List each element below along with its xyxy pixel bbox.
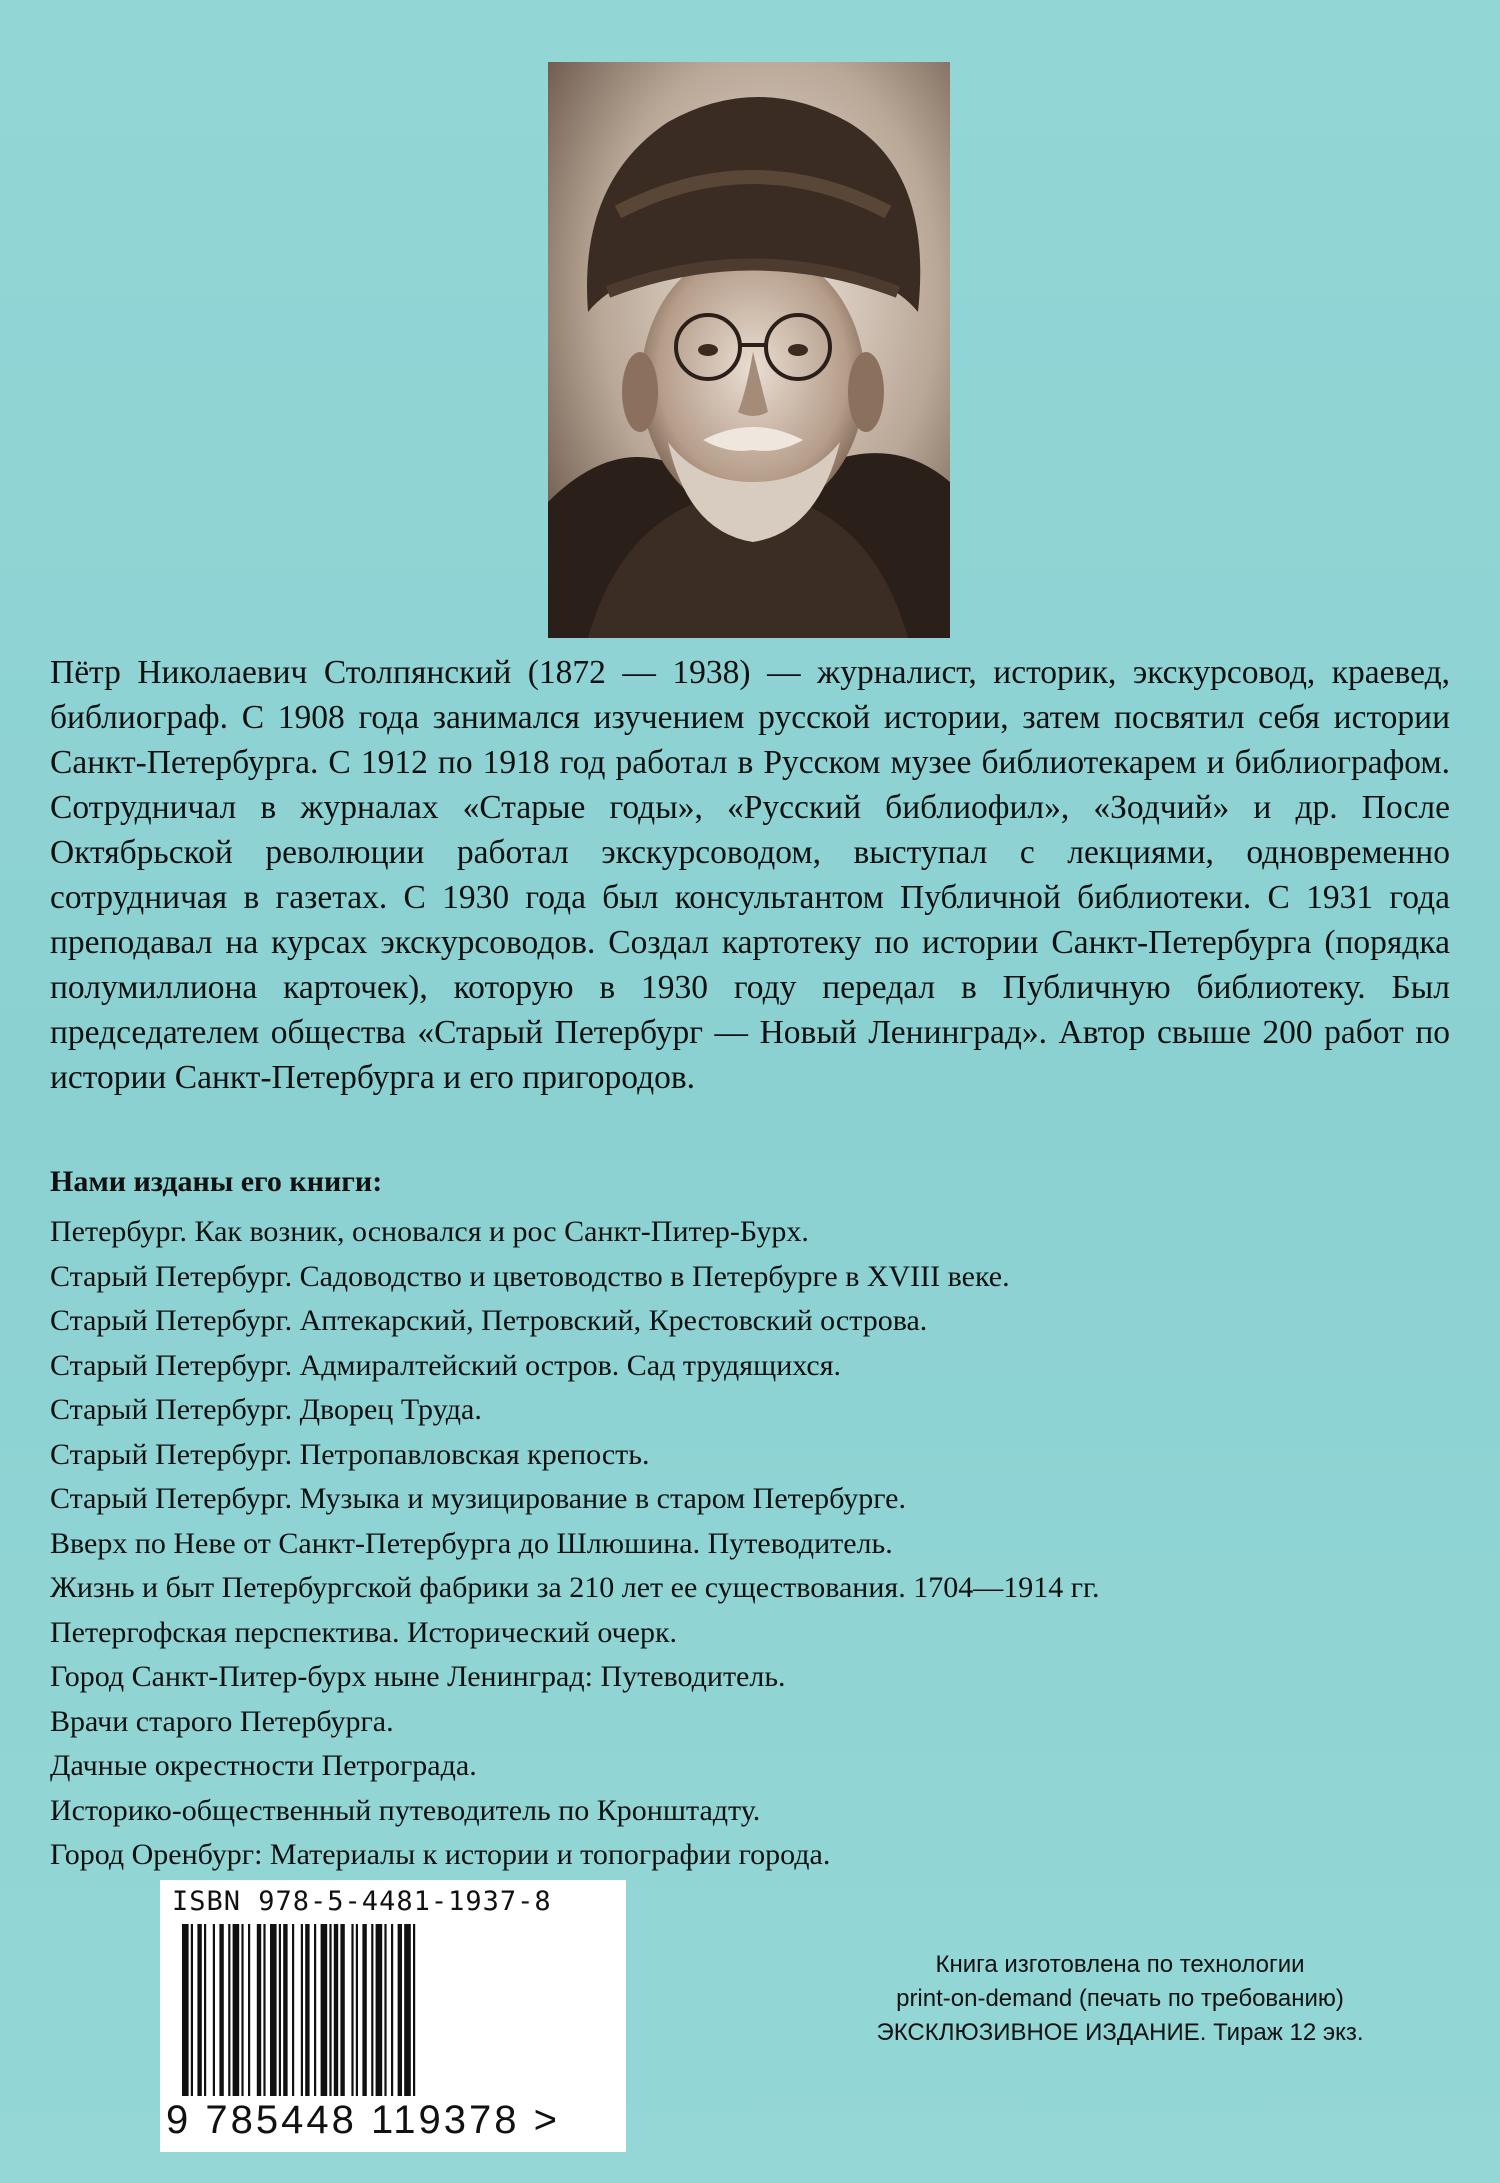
book-item: Старый Петербург. Адмиралтейский остров. Сад трудящихся. (50, 1348, 842, 1382)
book-item: Город Санкт-Питер-бурх ныне Ленинград: Путеводитель. (50, 1660, 786, 1693)
barcode-bar (384, 1924, 386, 2096)
barcode-bars-icon (182, 1924, 602, 2096)
barcode-bar (213, 1924, 215, 2096)
book-item: Старый Петербург. Дворец Труда. (50, 1393, 482, 1426)
book-item: Историко-общественный путеводитель по Кронштадту. (50, 1793, 761, 1827)
barcode-bar (292, 1924, 294, 2096)
barcode-bar (283, 1924, 287, 2096)
barcode-bar (233, 1924, 240, 2096)
book-item: Жизнь и быт Петербургской фабрики за 210 лет ее существования. 1704—1914 гг. (50, 1571, 1100, 1604)
book-item: Старый Петербург. Музыка и музицирование в старом Петербурге. (50, 1482, 906, 1515)
barcode-bar (257, 1924, 261, 2096)
book-item: Вверх по Неве от Санкт-Петербурга до Шлюшина. Путеводитель. (50, 1526, 893, 1560)
barcode-bar (204, 1924, 206, 2096)
barcode-bar (191, 1924, 193, 2096)
book-item: Старый Петербург. Аптекарский, Петровский, Крестовский острова. (50, 1304, 928, 1337)
barcode-bar (228, 1924, 230, 2096)
barcode-bar (305, 1924, 309, 2096)
barcode-bar (321, 1924, 328, 2096)
barcode-bar (182, 1924, 189, 2096)
barcode-bar (340, 1924, 344, 2096)
ean-digits: 9 785448 119378 > (166, 2098, 560, 2142)
barcode-bar (219, 1924, 223, 2096)
book-item: Петергофская перспектива. Исторический очерк. (50, 1615, 678, 1649)
barcode-bar (301, 1924, 303, 2096)
barcode-bar (362, 1924, 366, 2096)
barcode-bar (314, 1924, 316, 2096)
barcode-bar (351, 1924, 353, 2096)
book-item: Петербург. Как возник, основался и рос Санкт-Питер-Бурх. (50, 1215, 809, 1248)
imprint-line: ЭКСКЛЮЗИВНОЕ ИЗДАНИЕ. Тираж 12 экз. (876, 2019, 1364, 2046)
book-item: Город Оренбург: Материалы к истории и топографии города. (50, 1838, 831, 1871)
barcode-bar (356, 1924, 358, 2096)
imprint-line: Книга изготовлена по технологии (935, 1951, 1305, 1978)
books-heading: Нами изданы его книги: (50, 1165, 383, 1198)
books-list (50, 1210, 1450, 1878)
barcode-bar (371, 1924, 373, 2096)
book-item: Врачи старого Петербурга. (50, 1704, 394, 1738)
book-item: Дачные окрестности Петрограда. (50, 1749, 477, 1782)
book-item: Старый Петербург. Петропавловская крепость. (50, 1437, 650, 1471)
barcode-bar (279, 1924, 281, 2096)
imprint-line: print-on-demand (печать по требованию) (896, 1985, 1344, 2012)
portrait-photo-icon (548, 62, 950, 638)
print-on-demand-notice (790, 1948, 1450, 2050)
barcode-bar (248, 1924, 250, 2096)
barcode-bar (263, 1924, 265, 2096)
isbn-label: ISBN 978-5-4481-1937-8 (172, 1886, 552, 1917)
barcode-bar (376, 1924, 383, 2096)
barcode-bar (334, 1924, 338, 2096)
barcode-bar (270, 1924, 277, 2096)
barcode-bar (398, 1924, 402, 2096)
barcode-bar (197, 1924, 201, 2096)
author-biography: Пётр Николаевич Столпянский (1872 — 1938) — журналист, историк, экскурсовод, краевед, библиограф. С 1908 года занимался изучением русской истории, затем посвятил себя истории Санкт-Петербурга. С 1912 по 1918 год работал в Русском музее библиотекарем и библиографом. Сотрудничал в журналах «Старые годы», «Русский библиофил», «Зодчий» и др. После Октябрьской революции работал экскурсоводом, выступал с лекциями, одновременно сотрудничая в газетах. С 1930 года был консультантом Публичной библиотеки. С 1931 года преподавал на курсах экскурсоводов. Создал картотеку по истории Санкт-Петербурга (порядка полумиллиона карточек), которую в 1930 году передал в Публичную библиотеку. Был председателем общества «Старый Петербург — Новый Ленинград». Автор свыше 200 работ по истории Санкт-Петербурга и его пригородов. (50, 654, 1450, 1096)
barcode-bar (413, 1924, 415, 2096)
author-portrait (548, 62, 950, 638)
book-item: Старый Петербург. Садоводство и цветоводство в Петербурге в XVIII веке. (50, 1259, 1010, 1293)
barcode-bar (404, 1924, 411, 2096)
barcode-bar (329, 1924, 331, 2096)
barcode-bar (391, 1924, 393, 2096)
barcode-bar (241, 1924, 243, 2096)
isbn-barcode (160, 1880, 626, 2152)
